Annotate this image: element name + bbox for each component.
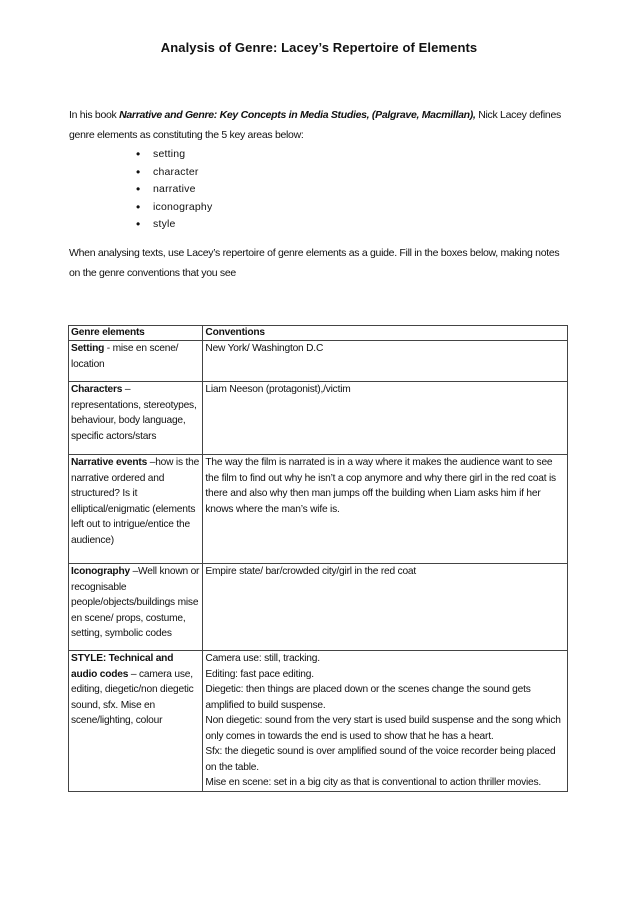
element-description: – representations, stereotypes, behaviour, body language, specific actors/stars [71,384,197,442]
convention-line: New York/ Washington D.C [205,343,324,354]
convention-line: Editing: fast pace editing. [205,668,314,680]
element-cell [69,341,203,382]
conventions-cell[interactable] [203,382,568,455]
conventions-cell[interactable] [203,651,568,792]
element-name: Setting [71,343,105,354]
table-row-style [69,651,568,792]
element-description: - mise en scene/ location [71,343,179,370]
table-row-iconography [69,564,568,651]
element-name: Narrative events [71,457,148,468]
conventions-cell[interactable] [203,341,568,382]
list-item-narrative: • narrative [136,181,212,199]
genre-elements-list [136,146,212,234]
genre-table [68,325,568,792]
intro-paragraph [69,105,569,145]
element-name: STYLE: Technical and audio codes [71,653,174,680]
convention-line: Diegetic: then things are placed down or the scenes change the sound gets amplified to build suspense. [205,684,531,711]
list-item-setting: • setting [136,146,212,164]
element-cell [69,651,203,792]
list-item-iconography: • iconography [136,199,212,217]
intro-suffix: Nick Lacey defines genre elements as constituting the 5 key areas below: [69,109,561,141]
conventions-cell[interactable] [203,564,568,651]
table-row-narrative-events [69,455,568,564]
convention-line: Camera use: still, tracking. [205,653,320,664]
element-description: –Well known or recognisable people/objects/buildings mise en scene/ props, costume, setting, symbolic codes [71,566,200,639]
book-title: Narrative and Genre: Key Concepts in Media Studies, (Palgrave, Macmillan), [119,109,476,121]
convention-line: Mise en scene: set in a big city as that is conventional to action thriller movies. [205,777,542,788]
table-header-row [69,326,568,341]
header-conventions: Conventions [203,326,568,341]
list-item-character: • character [136,164,212,182]
convention-line: Non diegetic: sound from the very start is used build suspense and the song which only comes in towards the end is used to show that he has a heart. [205,715,561,742]
element-name: Characters [71,384,123,395]
element-description: –how is the narrative ordered and structured? Is it elliptical/enigmatic (elements left out to intrigue/entice the audience) [71,457,200,546]
convention-line: Empire state/ bar/crowded city/girl in the red coat [205,566,417,577]
list-item-style: • style [136,216,212,234]
document-title: Analysis of Genre: Lacey’s Repertoire of Elements [160,40,478,55]
convention-line: Liam Neeson (protagonist),/victim [205,384,351,395]
element-cell [69,382,203,455]
intro-prefix: In his book [69,109,120,121]
convention-line: Sfx: the diegetic sound is over amplified sound of the voice recorder being placed on the table. [205,746,556,773]
table-row-setting [69,341,568,382]
element-description: – camera use, editing, diegetic/non diegetic sound, sfx. Mise en scene/lighting, colour [71,668,194,726]
element-cell [69,455,203,564]
element-cell [69,564,203,651]
convention-line: The way the film is narrated is in a way where it makes the audience want to see the film to find out why he isn’t a cop anymore and why there girl in the red coat is there and also why then man jumps off the building when Liam asks him if her knows where the man’s wife is. [205,457,556,515]
element-name: Iconography [71,566,130,577]
header-genre-elements: Genre elements [69,326,203,341]
table-row-characters [69,382,568,455]
guide-paragraph: When analysing texts, use Lacey’s repertoire of genre elements as a guide. Fill in the boxes below, making notes on the genre conventions that you see [69,247,560,279]
conventions-cell[interactable] [203,455,568,564]
